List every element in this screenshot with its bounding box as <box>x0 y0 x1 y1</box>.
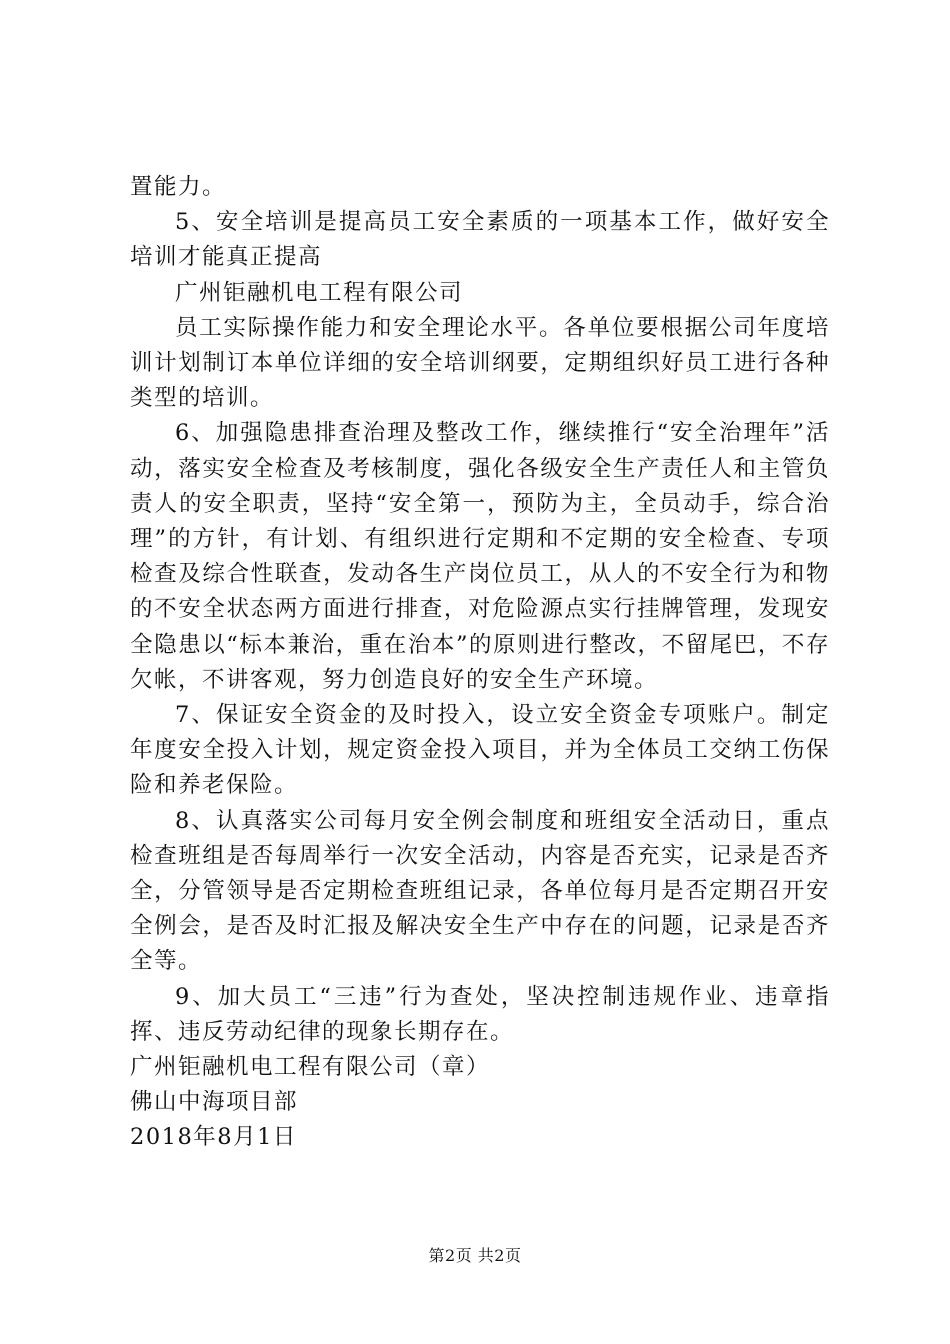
paragraph-continuation: 置能力。 <box>130 174 227 200</box>
page-number-footer: 第2页 共2页 <box>428 1246 522 1265</box>
signature-date: 2018年8月1日 <box>130 1124 297 1151</box>
company-header-line: 广州钜融机电工程有限公司 <box>175 279 464 306</box>
paragraph-item-6: 6、加强隐患排查治理及整改工作，继续推行“安全治理年”活动，落实安全检查及考核制度，强化各级安全生产责任人和主管负责人的安全职责，坚持“安全第一，预防为主，全员动手，综合治理”的方针，有计划、有组织进行定期和不定期的安全检查、专项检查及综合性联查，发动各生产岗位员工，从人的不安全行为和物的不安全状态两方面进行排查，对危险源点实行挂牌管理，发现安全隐患以“标本兼治，重在治本”的原则进行整改，不留尾巴，不存欠帐，不讲客观，努力创造良好的安全生产环境。 <box>130 420 830 693</box>
paragraph-item-9: 9、加大员工“三违”行为查处，坚决控制违规作业、违章指挥、违反劳动纪律的现象长期存在。 <box>130 983 830 1045</box>
signature-department: 佛山中海项目部 <box>130 1089 299 1116</box>
paragraph-item-5-continued: 员工实际操作能力和安全理论水平。各单位要根据公司年度培训计划制订本单位详细的安全培训纲要，定期组织好员工进行各种类型的培训。 <box>130 314 830 412</box>
paragraph-item-8: 8、认真落实公司每月安全例会制度和班组安全活动日，重点检查班组是否每周举行一次安全活动，内容是否充实，记录是否齐全，分管领导是否定期检查班组记录，各单位每月是否定期召开安全例会，是否及时汇报及解决安全生产中存在的问题，记录是否齐全等。 <box>130 807 830 975</box>
paragraph-item-5: 5、安全培训是提高员工安全素质的一项基本工作，做好安全培训才能真正提高 <box>130 209 830 271</box>
signature-company: 广州钜融机电工程有限公司（章） <box>130 1054 491 1081</box>
paragraph-item-7: 7、保证安全资金的及时投入，设立安全资金专项账户。制定年度安全投入计划，规定资金投入项目，并为全体员工交纳工伤保险和养老保险。 <box>130 702 830 799</box>
document-body <box>130 170 830 1156</box>
